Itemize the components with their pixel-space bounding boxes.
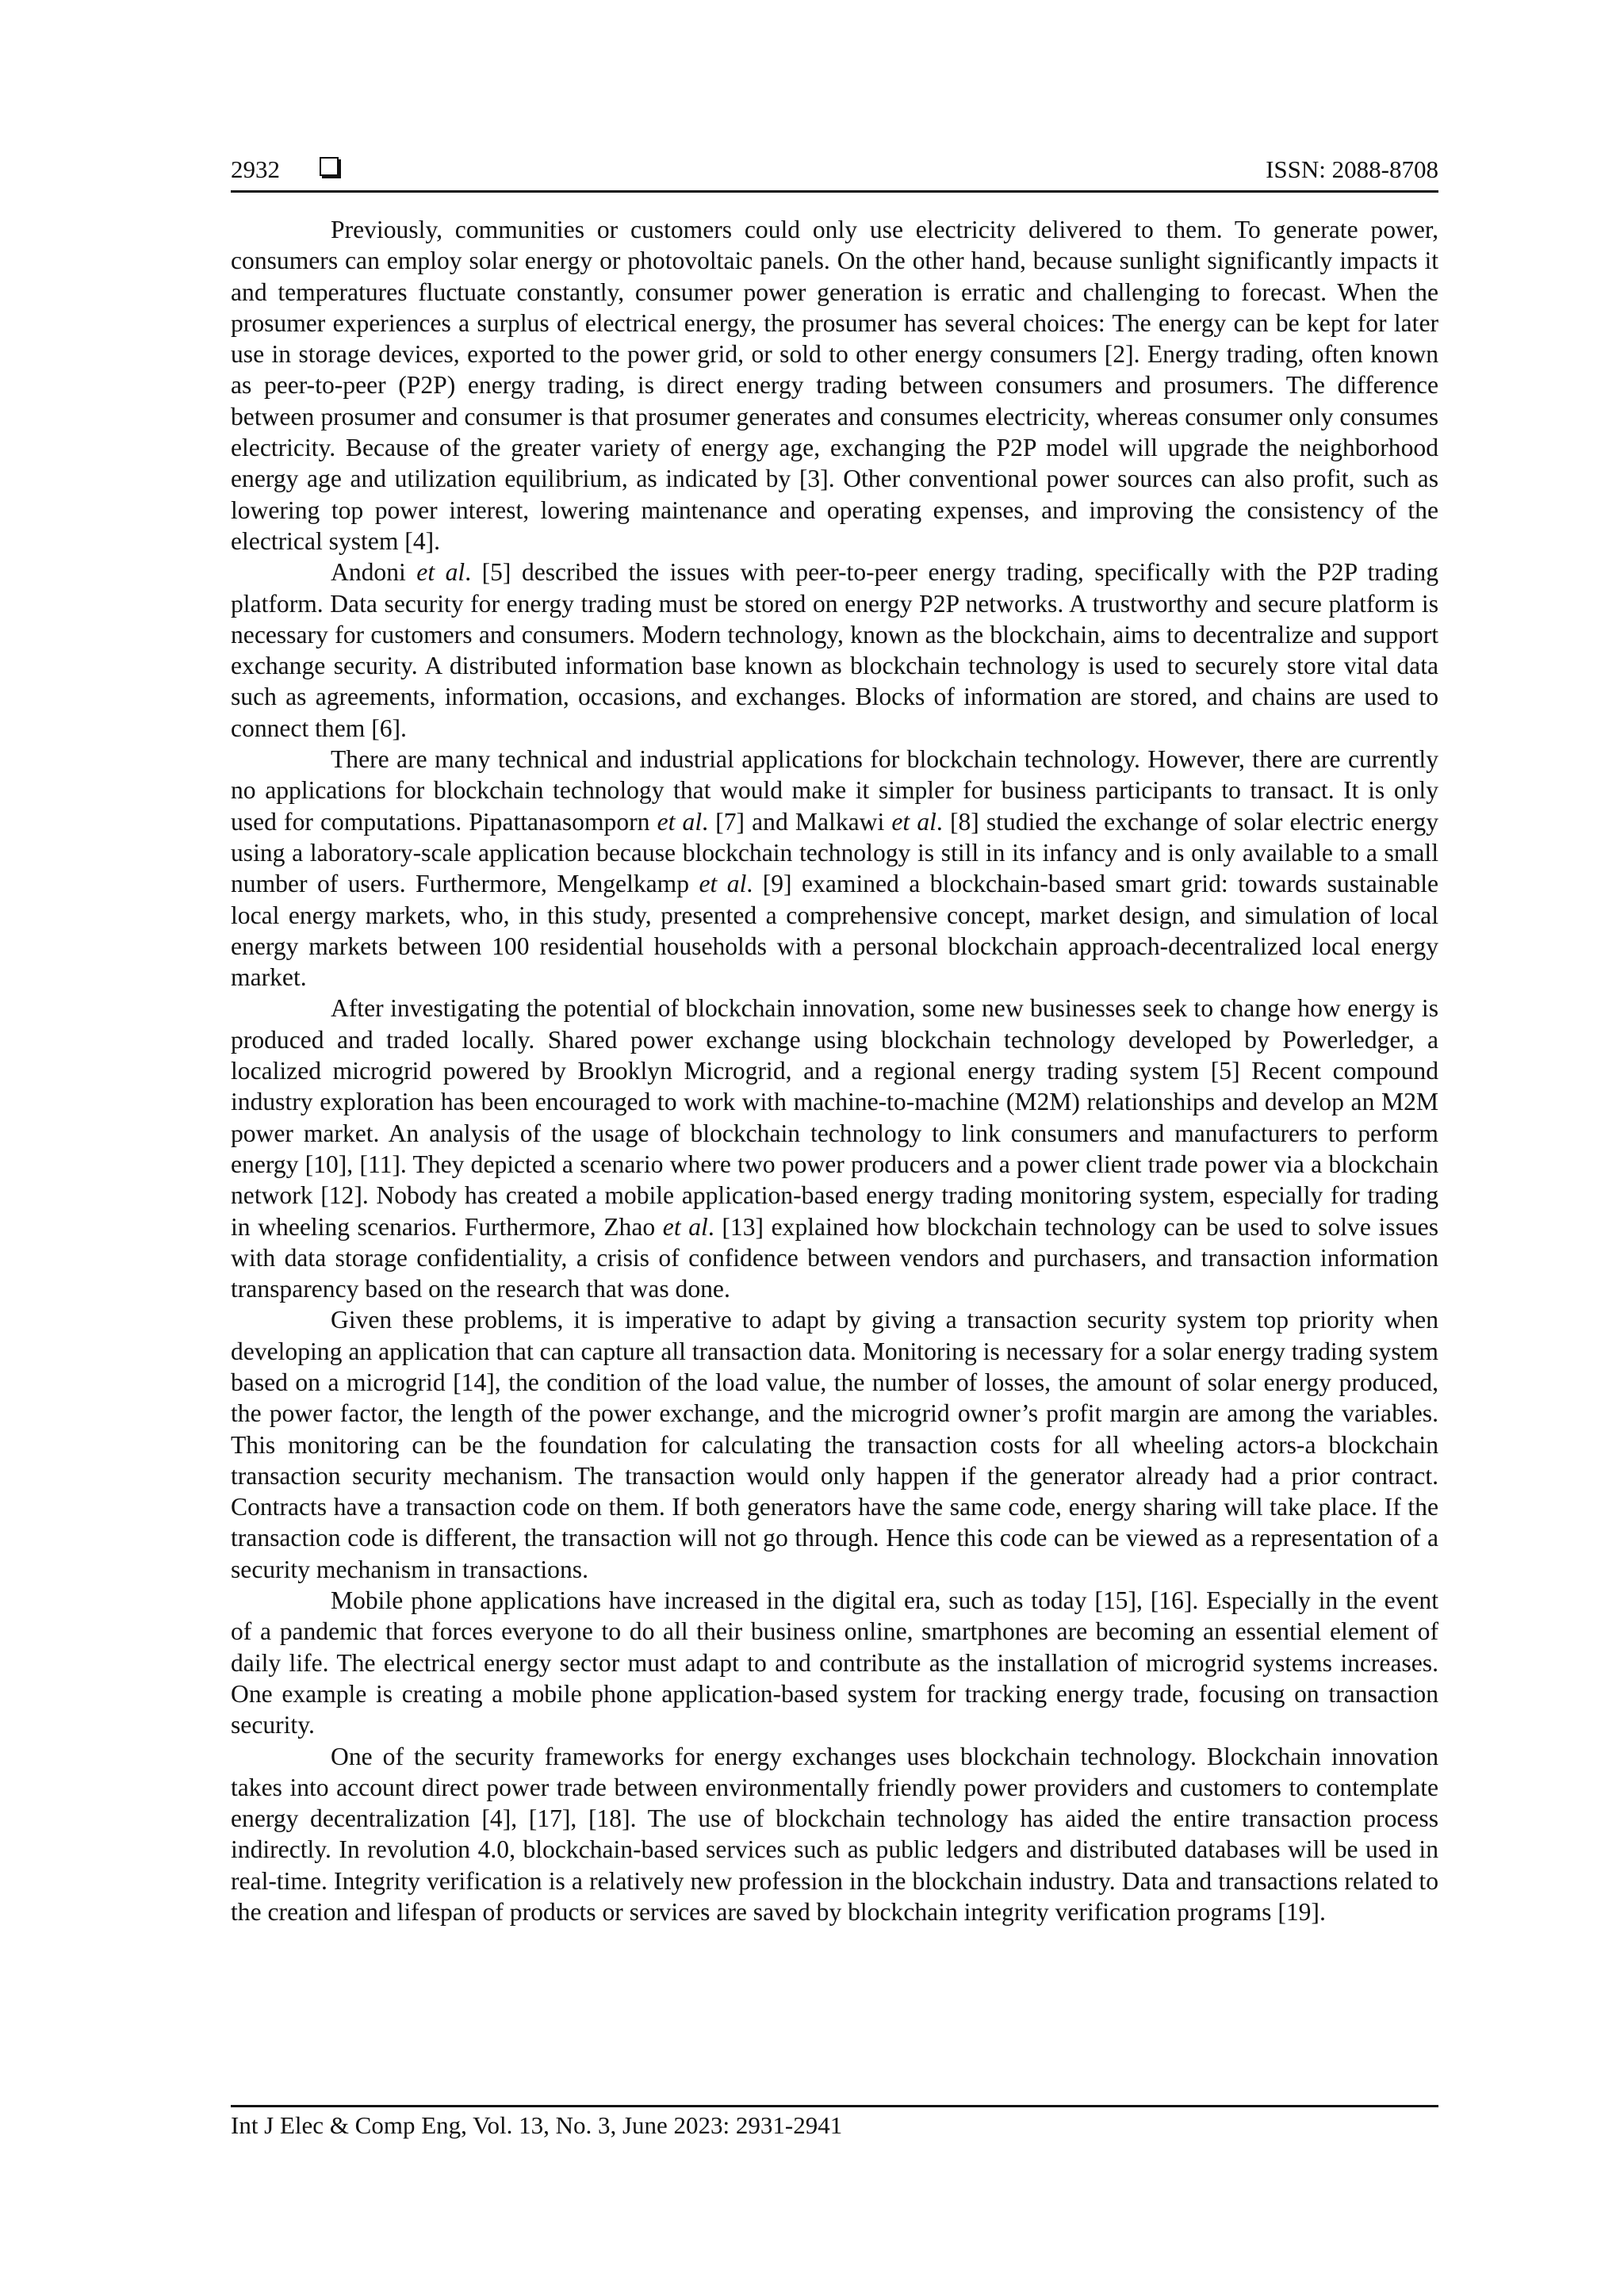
paragraph: [231, 214, 1438, 557]
footer-citation: Int J Elec & Comp Eng, Vol. 13, No. 3, June 2023: 2931-2941: [231, 2111, 843, 2139]
paragraph-text: . [7] and Malkawi: [702, 807, 892, 836]
body-text: [231, 214, 1438, 1927]
paragraph-text: . [13] explained how blockchain technology can be used to solve issues with data storage confidentiality, a crisis of confidence between vendors and purchasers, and transaction information transparency based on the research that was done.: [231, 1212, 1438, 1303]
paragraph: [231, 557, 1438, 744]
paragraph-text: Mobile phone applications have increased in the digital era, such as today [15], [16]. Especially in the event of a pandemic that forces everyone to do all their business online, smartphones are becoming an essential element of daily life. The electrical energy sector must adapt to and contribute as the installation of microgrid systems increases. One example is creating a mobile phone application-based system for tracking energy trade, focusing on transaction security.: [231, 1586, 1438, 1739]
paragraph-text: . [9] examined a blockchain-based smart grid: towards sustainable local energy markets, who, in this study, presented a comprehensive concept, market design, and simulation of local energy markets between 100 residential households with a personal blockchain approach-decentralized local energy market.: [231, 870, 1438, 992]
italic-text: et al: [416, 558, 465, 587]
paragraph-text: . [8] studied the exchange of solar electric energy using a laboratory-scale application because blockchain technology is still in its infancy and is only available to a small number of users. Furthermore, Mengelkamp: [231, 807, 1438, 898]
paragraph-text: After investigating the potential of blockchain innovation, some new businesses seek to change how energy is produced and traded locally. Shared power exchange using blockchain technology developed by Powerledger, a localized microgrid powered by Brooklyn Microgrid, and a regional energy trading system [5] Recent compound industry exploration has been encouraged to work with machine-to-machine (M2M) relationships and develop an M2M power market. An analysis of the usage of blockchain technology to link consumers and manufacturers to perform energy [10], [11]. They depicted a scenario where two power producers and a power client trade power via a blockchain network [12]. Nobody has created a mobile application-based energy trading monitoring system, especially for trading in wheeling scenarios. Furthermore, Zhao: [231, 994, 1438, 1241]
issn-label: ISSN: 2088-8708: [1266, 155, 1438, 183]
italic-text: et al: [699, 870, 747, 898]
page-header: [231, 155, 1438, 190]
paragraph-text: . [5] described the issues with peer-to-peer energy trading, specifically with the P2P trading platform. Data security for energy trading must be stored on energy P2P networks. A trustworthy and secure platform is necessary for customers and consumers. Modern technology, known as the blockchain, aims to decentralize and support exchange security. A distributed information base known as blockchain technology is used to securely store vital data such as agreements, information, occasions, and exchanges. Blocks of information are stored, and chains are used to connect them [6].: [231, 558, 1438, 742]
paragraph-text: One of the security frameworks for energy exchanges uses blockchain technology. Blockchain innovation takes into account direct power trade between environmentally friendly power providers and customers to contemplate energy decentralization [4], [17], [18]. The use of blockchain technology has aided the entire transaction process indirectly. In revolution 4.0, blockchain-based services such as public ledgers and distributed databases will be used in real-time. Integrity verification is a relatively new profession in the blockchain industry. Data and transactions related to the creation and lifespan of products or services are saved by blockchain integrity verification programs [19].: [231, 1742, 1438, 1927]
header-divider: [231, 190, 1438, 193]
paragraph-text: Given these problems, it is imperative to adapt by giving a transaction security system top priority when developing an application that can capture all transaction data. Monitoring is necessary for a solar energy trading system based on a microgrid [14], the condition of the load value, the number of losses, the amount of solar energy produced, the power factor, the length of the power exchange, and the microgrid owner’s profit margin are among the variables. This monitoring can be the foundation for calculating the transaction costs for all wheeling actors-a blockchain transaction security mechanism. The transaction would only happen if the generator already had a prior contract. Contracts have a transaction code on them. If both generators have the same code, energy sharing will take place. If the transaction code is different, the transaction will not go through. Hence this code can be viewed as a representation of a security mechanism in transactions.: [231, 1306, 1438, 1583]
paragraph: [231, 1304, 1438, 1585]
italic-text: et al: [891, 807, 936, 836]
paragraph: [231, 1741, 1438, 1928]
paragraph-text: Andoni: [331, 558, 417, 587]
italic-text: et al: [662, 1212, 708, 1241]
paragraph-text: There are many technical and industrial applications for blockchain technology. However, there are currently no applications for blockchain technology that would make it simpler for business participants to transact. It is only used for computations. Pipattanasomporn: [231, 745, 1438, 836]
italic-text: et al: [657, 807, 703, 836]
footer-divider: [231, 2105, 1438, 2107]
paragraph: [231, 1585, 1438, 1740]
paragraph: [231, 993, 1438, 1304]
paragraph-text: Previously, communities or customers could only use electricity delivered to them. To generate power, consumers can employ solar energy or photovoltaic panels. On the other hand, because sunlight significantly impacts it and temperatures fluctuate constantly, consumer power generation is erratic and challenging to forecast. When the prosumer experiences a surplus of electrical energy, the prosumer has several choices: The energy can be kept for later use in storage devices, exported to the power grid, or sold to other energy consumers [2]. Energy trading, often known as peer-to-peer (P2P) energy trading, is direct energy trading between consumers and prosumers. The difference between prosumer and consumer is that prosumer generates and consumes electricity, whereas consumer only consumes electricity. Because of the greater variety of energy age, exchanging the P2P model will upgrade the neighborhood energy age and utilization equilibrium, as indicated by [3]. Other conventional power sources can also profit, such as lowering top power interest, lowering maintenance and operating expenses, and improving the consistency of the electrical system [4].: [231, 216, 1438, 555]
paragraph: [231, 744, 1438, 993]
square-bullet-icon: [320, 157, 339, 176]
page-number: 2932: [231, 155, 280, 183]
